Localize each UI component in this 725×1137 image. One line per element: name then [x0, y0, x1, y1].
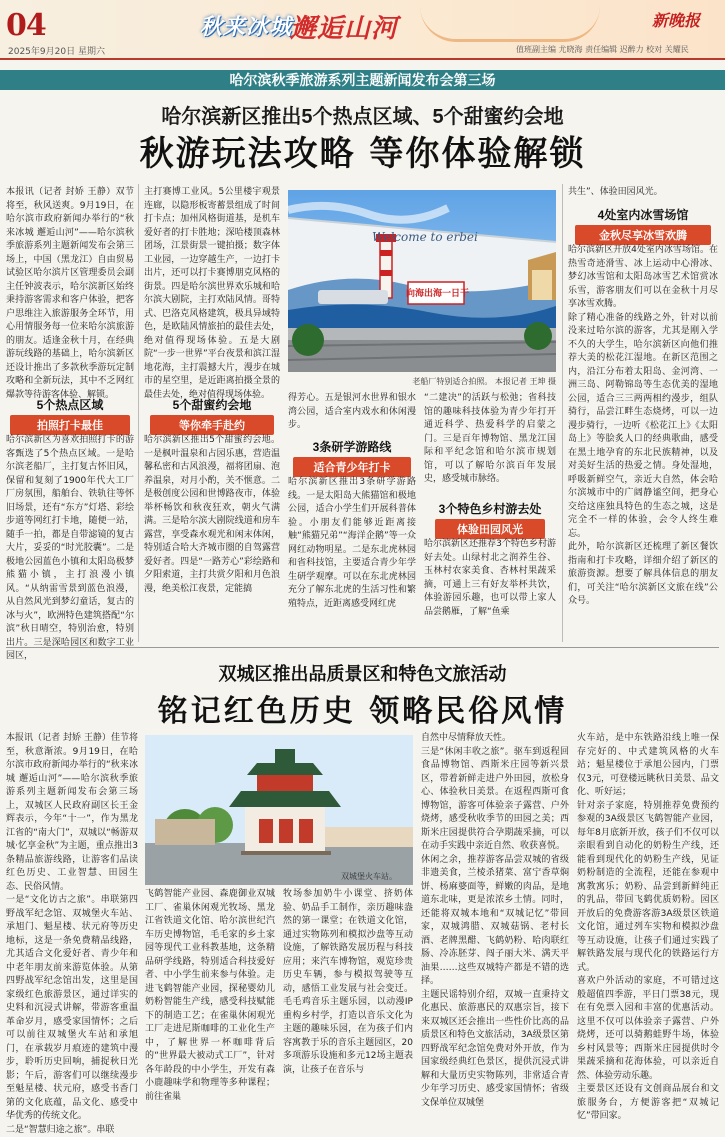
story-divider: [6, 647, 719, 648]
photo2-caption: 双城堡火车站。: [341, 872, 397, 881]
column-divider: [138, 184, 139, 642]
section1-title: 5个热点区域: [36, 398, 104, 412]
page-number: 04: [6, 8, 46, 43]
section2-pill: 等你牵手赴约: [150, 415, 274, 435]
shipyard-illustration: [288, 190, 556, 372]
series-banner: [0, 70, 725, 90]
photo-sign-chinese: 向海出海一日干: [406, 288, 470, 298]
newspaper-logo: 新晚报: [652, 11, 701, 30]
section5-title: 4处室内冰雪场馆: [597, 208, 689, 222]
section2-title: 5个甜蜜约会地: [172, 398, 252, 412]
section3-body: 哈尔滨新区推出3条研学游路线。一是太阳岛大熊猫馆和极地公园，适合小学生们开展科普体验。小朋友们能够近距离接触“熊猫兄弟”“海洋企鹅”等一众网红动物明星。二是东北虎林园和省科技馆，主要适合青少年学生研学观摩。可以在东北虎林园充分了解东北虎的生活习性和繁殖特点，近距离感受网红虎: [288, 477, 416, 609]
section2-body: 哈尔滨新区推出5个甜蜜约会地。一是枫叶温泉和占园乐惠，营造温馨私密和古风浪漫，福将团扇、泡养温泉，对月小酌，关不惬意。二是极创度公园和世博路夜市，体验举杯畅饮和秋夜狂欢，朝火气满满。三是哈尔滨大剧院线道和房车露营，享受森水观光和闲末体闲，特别适合哈大齐城市圈的自驾露营爱好者。四是“一路芳心”彩绘路和夕阳索道，主打共赏夕阳和月色浪漫，绝美松江夜景，定能搞: [144, 435, 280, 594]
bottom-subtitle: 双城区推出品质景区和特色文旅活动: [218, 664, 507, 684]
masthead-rule: [0, 58, 725, 60]
section4-body: 哈尔滨新区还推荐3个特色乡村游好去处。山绿村北之润养生谷、玉林村农家美食、杏林村果蔬采摘，可通上三有好友举杯共饮，体验游园乐趣，也可以带上家人品尝鹅雁，了解“鱼乘: [424, 539, 556, 617]
section3-title: 3条研学游路线: [312, 440, 392, 454]
station-illustration: [145, 735, 413, 885]
column-title-1: 秋来冰城: [200, 14, 293, 40]
column-title-2: 邂逅山河: [290, 14, 399, 44]
top-headline: 秋游玩法攻略 等你体验解锁: [139, 134, 586, 174]
section5-pill: 金秋尽享冰雪欢腾: [575, 225, 711, 245]
section3-pill: 适合青少年打卡: [293, 457, 411, 477]
station-photo: [145, 735, 413, 885]
col3-top: 得芳心。五是银河水世界和银水湾公园，适合室内戏水和休闲漫步。: [288, 393, 416, 430]
section3-heading: [288, 438, 416, 477]
shipyard-photo: [288, 190, 556, 372]
banner-text: 哈尔滨秋季旅游系列主题新闻发布会第三场: [229, 72, 496, 88]
section4-pill: 体验田园风光: [435, 519, 545, 539]
bottom-col1: 本报讯（记者 封娇 王静）佳节将至，秋意渐浓。9月19日，在哈尔滨市政府新闻办举行的“秋来冰城 邂逅山河”——哈尔滨秋季旅游系列主题新闻发布会第三场上，双城区人民政府副区长王金辉表示，今年“十一”，作为黑龙江省的“南大门”，双城以“畅游双城·忆享金秋”为主题，重点推出3条精品旅游线路，让游客们品读红色历史、工业智慧、田园生态、民俗风情。 一是“文化访古之旅”。串联第四野战军纪念馆、双城堡火车站、承旭门、魁星楼、状元府等历史地标，这是一条免费精品线路，尤其适合文化爱好者、青少年和中老年朋友前来游览体验。从第四野战军纪念馆出发，这里是国家级红色旅游景区，通过详实的史料和沉浸式讲解，带游客重温革命岁月，感受家国情怀；之后可以前往双城堡火车站和承旭门，在承载岁月痕迹的建筑中漫步，聆听历史回响，捕捉秋日光影；午后，游客们可以继续漫步至魁星楼、状元府，感受书香门第的文化底蕴，品文化、感受中华优秀的传统文化。 二是“智慧归途之旅”。串联: [6, 733, 138, 1135]
section2-heading: [144, 396, 280, 435]
section1-pill: 拍照打卡最佳: [10, 415, 130, 435]
col4-top: “二建决”的活跃与松弛；省科技馆的趣味科技体验为青少年打开通近科学、热爱科学的启蒙之门。三是百年博物馆、黑龙江国际和平纪念馆和哈尔滨市规划馆，可以了解哈尔滨百年发展史，感受城市脉络。: [424, 393, 556, 484]
section4-title: 3个特色乡村游去处: [438, 502, 542, 516]
section4-heading: [424, 500, 556, 539]
col2-top: 主打赛博工业风。5公里楼宇观景连廊，以隐形板寄蓄景组成了时间打卡点；加州风格街道基，是机车爱好者的打卡胜地；深哈楼顶森林团场，江景街景一键拍摄；数字体工业园，一边穿越生产，一边打卡出片，还可以打卡赛博朋克风格的街景。四是哈尔滨世界欢乐城和哈尔滨大剧院，主打欢陆风情。哥特式、巴洛克风格建筑，极具异域特色，是欧陆风情旅拍的最佳去处，绝对值得现场体验。五是大剧院“一步一世界”平台夜景和滨江湿地花海，主打震撼大片，漫步在城市的星空里，是近距离拍摄全景的最佳去处，绝对值得现场体验。: [144, 187, 280, 400]
photo1-caption: 老船厂特别适合拍照。 本报记者 王坤 摄: [412, 377, 556, 386]
editor-credits: 值班副主编 尤晓海 责任编辑 迟醉力 校对 关耀民: [516, 45, 689, 54]
bottom-col2: 飞鹤智能产业园、森鹿御业双城工厂、雀巢休闲观光牧场、黑龙江省铁道文化馆、哈尔滨世纪汽车历史博物馆，毛毛家的乡土家园等现代工业科教基地，这条精品研学线路，特别适合科技爱好者、中小学生前来参与体验。走进飞鹤智能产业园，探秘婴幼儿奶粉智能生产线，感受科技赋能下的制造工艺；在雀巢休闲观光工厂走进尼斯咖啡的工业化生产中，了解世界一杯咖啡背后的“世界最大被动式工厂”，针对各年龄段的中小学生，开发有森小鹿趣味学和物理等多种课程；前往雀巢: [145, 889, 275, 1102]
photo-sign-welcome: Welcome to erbei: [372, 230, 478, 244]
top-subtitle: 哈尔滨新区推出5个热点区域、5个甜蜜约会地: [161, 106, 564, 128]
column-divider: [562, 184, 563, 642]
bottom-col4: 自然中尽情释放天性。 三是“休闲丰收之旅”。驱车到返程回食品博物馆、西斯米庄园等新兴景区，带着新鲜走进户外田园，放松身心、体验秋日美景。在返程西斯可食博物馆，游客可体验亲子露营、户外烧烤，感受秋收季节的田园之美；西斯米庄园提供符合孕期蔬采摘，可以在动手实践中亲近自然、收获喜悦。 休闲之余，推荐游客品尝双城的省级非遗美食，兰棱杀猪菜、富宁香草焖饼、杨麻婆面等，鲜嫩的肉品，是地道东北味，更是浓浓乡土情。同时，还能将双城本地和“双城记忆”带回家，双城鸿腊、双城菇锅、老村长酒、老牌黑醋、飞鹤奶粉、哈肉联红肠、冷冻胚芽、闯子丽大米、满天平油果……这些双城特产都是不错的选择。 主题民谣特别介绍，双城一直秉持文化惠民、旅游惠民的双惠宗旨，接下来双城区还会推出一些性价比高的品质景区和特色文旅活动，3A级景区第四野战军纪念馆免费对外开放，作为国家级经典红色景区，提供沉浸式讲解和大量历史实物陈列，非常适合青少年学习历史、感受家国情怀；省级文保单位双城堡: [421, 733, 569, 1108]
section1-heading: [6, 396, 134, 435]
intro-paragraph: 本报讯（记者 封娇 王静）双节将至，秋风送爽。9月19日，在哈尔滨市政府新闻办举行的“秋来冰城 邂逅山河”——哈尔滨秋季旅游系列主题新闻发布会第三场上，中国（黑龙江）自由贸易试验区哈尔滨片区管理委员会副主任钟波表示，哈尔滨新区始终秉持游客需求和客户体验，把客户思维注入旅游服务全环节，用心用情服务每一位来哈尔滨旅游的朋友。适逢金秋十月，在经典游玩线路的基础上，哈尔滨新区还设计推出了多款秋季游玩定制攻略和全新玩法，其中不乏网红爆款等待游客体验、解锁。: [6, 187, 134, 400]
col5-top: 共生”、体验田园风光。: [568, 187, 663, 197]
section5-heading: [568, 206, 718, 245]
issue-date: 2025年9月20日 星期六: [8, 47, 105, 57]
bottom-col3: 牧场参加奶牛小课堂、挤奶体验、奶品手工制作，亲历趣味盎然的第一课堂；在铁道文化馆，通过实物陈列和模拟沙盘等互动设施，了解铁路发展历程与科技应用；来汽车博物馆，观览珍贵历史车辆，参与模拟驾驶等互动，感悟工业发展与社会变迁。毛毛鸡音乐主题乐园，以动漫IP重构乡村学，打造以音乐文化为主题的趣味乐园，在为孩子们内容寓教于乐的音乐主题园区，20多项游乐设施和多元12场主题表演，让孩子在音乐与: [283, 889, 413, 1075]
bottom-headline: 铭记红色历史 领略民俗风情: [157, 694, 568, 729]
section5-body: 哈尔滨新区开放4处室内冰雪场馆。在热雪奇迹滑雪、冰上运动中心滑冰、梦幻冰雪馆和太阳岛冰雪艺术馆赏冰乐雪，游客朋友们可以在金秋十月尽享冰雪欢腾。 除了精心准备的线路之外，针对以前没来过哈尔滨的游客，尤其是刚入学不久的大学生，哈尔滨新区向他们推荐大美的松花江湿地。在新区范围之内，沿江分布着太阳岛、金河湾、一洲三岛、阿勒锦岛等生态优美的湿地公园，适合三三两两相约漫步，组队骑行，品尝江畔生态烧烤，可以一边漫步骑行，一边听《松花江上》《太阳岛上》等脍炙人口的经典歌曲，感受在黑土地孕育的东北民族精神，以及对美好生活的热爱之情。身处湿地，呼吸新鲜空气，亲近大自然，体会哈尔滨城市中的广阔静谧空间，把身心交给这座独具特色的生态之城，这是完全不一样的体验，会令人终生难忘。 此外，哈尔滨新区还梳理了新区餐饮指南和打卡攻略，详细介绍了新区的旅游资源。想要了解具体信息的朋友们，可关注“哈尔滨新区文旅在线”公众号。: [568, 245, 718, 606]
bottom-col5: 火车站，是中东铁路沿线上唯一保存完好的、中式建筑风格的火车站；魁星楼位于承旭公园内，门票仅3元，可登楼远眺秋日美景、品文化、听好运； 针对亲子家庭，特别推荐免费预约参观的3A级景区飞鹤智能产业园，每年8月底新开放，孩子们不仅可以亲眼看到自动化的奶粉生产线，还能看到现代化的奶粉生产线，见证奶粉制造的全流程，还能在参观中寓教寓乐；奶粉、品尝到新鲜纯正的乳品，带回飞鹤优质奶粉。园区开放后的免费游客游3A级景区铁道文化馆，通过列车实物和模拟沙盘等互动设施，让孩子们通过实践了解铁路发展与现代化的铁路运行方式。 喜欢户外活动的家庭，不可错过这般超值四季游，平日门票38元，现在有免票入园和丰富的优惠活动。这里不仅可以体验亲子露营、户外烧烤，还可以骑鹅蛙野牛场，体验乡村风景等；西斯米庄园提供时令果蔬采摘和花海体验，可以亲近自然、体验劳动乐趣。 主要景区还设有文创商品展台和文旅服务台，方便游客把“双城记忆”带回家。: [577, 733, 719, 1121]
masthead-decoration: [420, 6, 600, 42]
section1-body: 哈尔滨新区为喜欢拍照打卡的游客甄选了5个热点区域。一是哈尔滨老船厂，主打复古怀旧风，保留和复刻了1900年代大工厂厂房氛围，船舶台、铁轨往等怀旧场景，还有“东方”灯塔、彩绘步道等网红打卡地，随便一站，随手一拍，都是自带滤镜的复古大片，妥妥的“时光胶囊”。二是极地公园蓝色小镇和太阳岛极梦熊猫小镇，主打浪漫小镇风。“从纳雷雪景到蓝色浪漫，从自然风光到梦幻童话，复古的冰与火”，欧洲特色建筑搭配“尔滨”秋日晴空，特别治愈，特别出片。三是深哈园区和数字工业园区，: [6, 435, 134, 661]
